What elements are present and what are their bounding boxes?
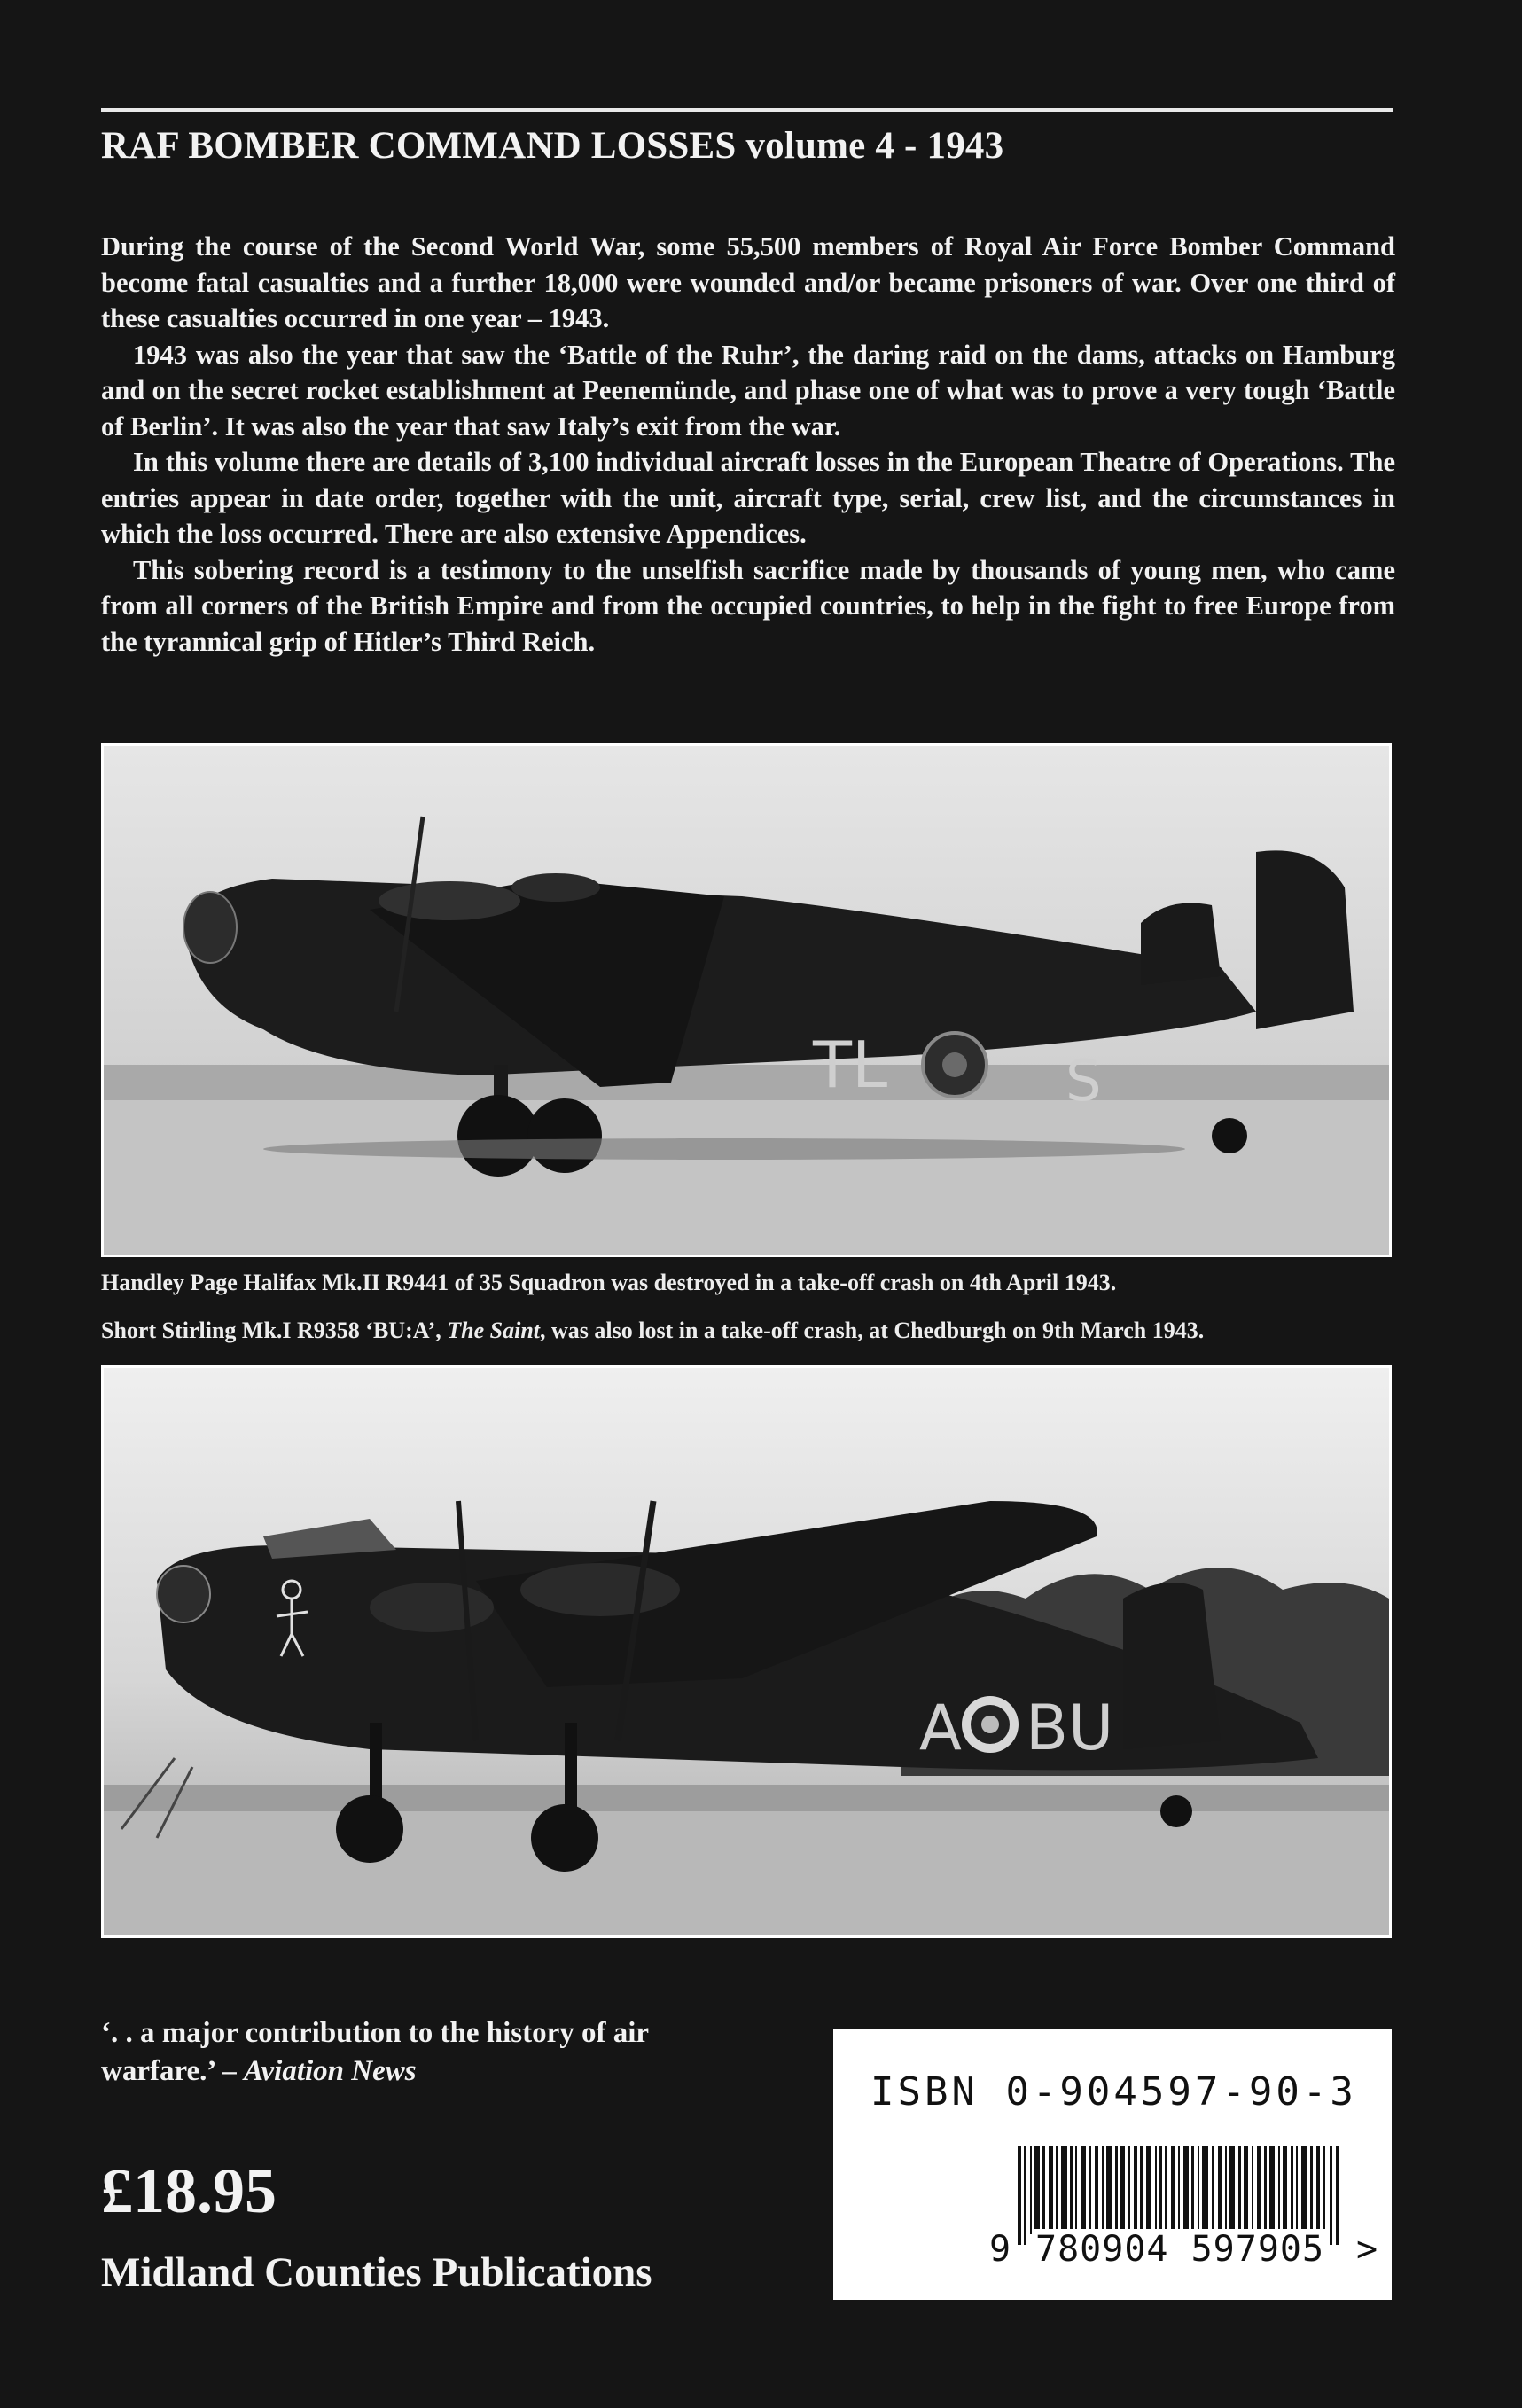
stirling-caption-start: Short Stirling Mk.I R9358 ‘BU:A’, bbox=[101, 1317, 448, 1343]
blurb-paragraph-1: During the course of the Second World War, some 55,500 members of Royal Air Force Bomber Command become fatal casualties and a further 18,000 were wounded and/or became prisoners of war. Over one third of these casualties occurred in one year – 1943. bbox=[101, 231, 1395, 333]
blurb-paragraph-3: In this volume there are details of 3,100 individual aircraft losses in the European Theatre of Operations. The entries appear in date order, together with the unit, aircraft type, serial, crew list, and the circumstances in which the loss occurred. There are also extensive Appendices. bbox=[101, 447, 1395, 549]
blurb-text bbox=[101, 229, 1395, 660]
quote-text: ‘. . a major contribution to the history of air warfare.’ – bbox=[101, 2017, 649, 2087]
quote-source: Aviation News bbox=[243, 2055, 417, 2087]
ean-digits: 780904 597905 bbox=[1035, 2229, 1325, 2270]
publisher-name: Midland Counties Publications bbox=[101, 2249, 652, 2295]
ean-end-mark: > bbox=[1356, 2229, 1378, 2270]
stirling-photo bbox=[101, 1365, 1392, 1938]
halifax-code-s: S bbox=[1065, 1049, 1102, 1114]
stirling-caption-end: , was also lost in a take-off crash, at Chedburgh on 9th March 1943. bbox=[540, 1317, 1205, 1343]
halifax-caption: Handley Page Halifax Mk.II R9441 of 35 Squadron was destroyed in a take-off crash on 4th April 1943. bbox=[101, 1270, 1117, 1295]
halifax-illustration bbox=[104, 746, 1389, 1255]
stirling-caption bbox=[101, 1317, 1204, 1344]
blurb-paragraph-2: 1943 was also the year that saw the ‘Battle of the Ruhr’, the daring raid on the dams, attacks on Hamburg and on the secret rocket establishment at Peenemünde, and phase one of what was to prove a very tough ‘Battle of Berlin’. It was also the year that saw Italy’s exit from the war. bbox=[101, 339, 1395, 442]
stirling-illustration bbox=[104, 1368, 1389, 1935]
stirling-caption-name: The Saint bbox=[447, 1317, 540, 1343]
blurb-paragraph-4: This sobering record is a testimony to the unselfish sacrifice made by thousands of young men, who came from all corners of the British Empire and from the occupied countries, to help in the fight to free Europe from the tyrannical grip of Hitler’s Third Reich. bbox=[101, 554, 1395, 657]
stirling-code-a: A bbox=[919, 1692, 962, 1764]
review-quote bbox=[101, 2014, 651, 2091]
book-title: RAF BOMBER COMMAND LOSSES volume 4 - 1943 bbox=[101, 125, 1004, 167]
barcode-panel bbox=[833, 2029, 1392, 2300]
halifax-code-tl: TL bbox=[813, 1028, 888, 1102]
top-rule bbox=[101, 108, 1393, 112]
stirling-code-bu: BU bbox=[1026, 1692, 1114, 1764]
ean-first-digit: 9 bbox=[989, 2229, 1011, 2270]
halifax-photo bbox=[101, 743, 1392, 1257]
isbn-number: ISBN 0-904597-90-3 bbox=[870, 2069, 1357, 2115]
price: £18.95 bbox=[101, 2155, 277, 2226]
